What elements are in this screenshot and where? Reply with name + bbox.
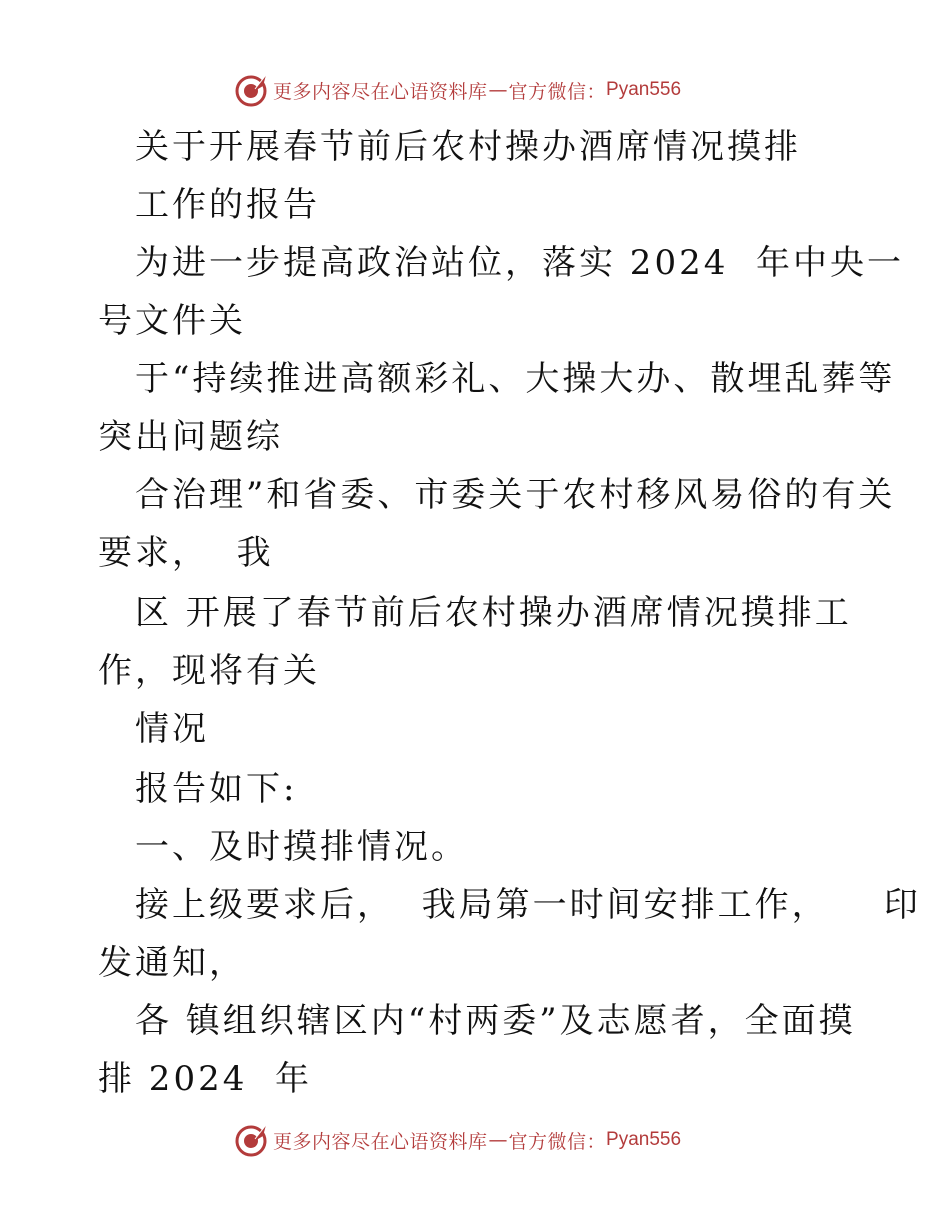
body-line: 合治理”和省委、市委关于农村移风易俗的有关 xyxy=(135,475,896,515)
watermark-text: 更多内容尽在心语资料库 xyxy=(273,1130,488,1153)
watermark-footer xyxy=(233,1122,681,1158)
watermark-separator: — xyxy=(488,1129,508,1151)
body-line: 为进一步提高政治站位，落实 2024 年中央一 xyxy=(135,243,904,283)
watermark-suffix: 官方微信： xyxy=(508,80,607,103)
body-line: 要求， 我 xyxy=(98,533,274,573)
watermark-code: Pyan556 xyxy=(606,79,682,100)
quill-logo-icon xyxy=(233,1122,269,1158)
body-line: 号文件关 xyxy=(98,301,246,341)
body-line: 突出问题综 xyxy=(98,417,283,457)
title-line-1: 关于开展春节前后农村操办酒席情况摸排 xyxy=(135,127,801,167)
body-line: 排 2024 年 xyxy=(98,1059,312,1099)
body-line: 情况 xyxy=(135,709,209,749)
body-line: 报告如下: xyxy=(135,769,298,809)
watermark-separator: — xyxy=(488,79,508,101)
quill-logo-icon xyxy=(233,72,269,108)
body-line: 接上级要求后， 我局第一时间安排工作， 印 xyxy=(135,885,921,925)
body-line: 于“持续推进高额彩礼、大操大办、散埋乱葬等 xyxy=(135,359,896,399)
title-line-2: 工作的报告 xyxy=(135,185,320,225)
watermark-suffix: 官方微信： xyxy=(508,1130,607,1153)
body-line: 作，现将有关 xyxy=(98,651,320,691)
body-line: 区 开展了春节前后农村操办酒席情况摸排工 xyxy=(135,593,852,633)
watermark-text: 更多内容尽在心语资料库 xyxy=(273,80,488,103)
body-line: 发通知， xyxy=(98,943,246,983)
section-heading: 一、及时摸排情况。 xyxy=(135,827,468,867)
watermark-header xyxy=(233,72,681,108)
body-line: 各 镇组织辖区内“村两委”及志愿者，全面摸 xyxy=(135,1001,856,1041)
watermark-code: Pyan556 xyxy=(606,1129,682,1150)
